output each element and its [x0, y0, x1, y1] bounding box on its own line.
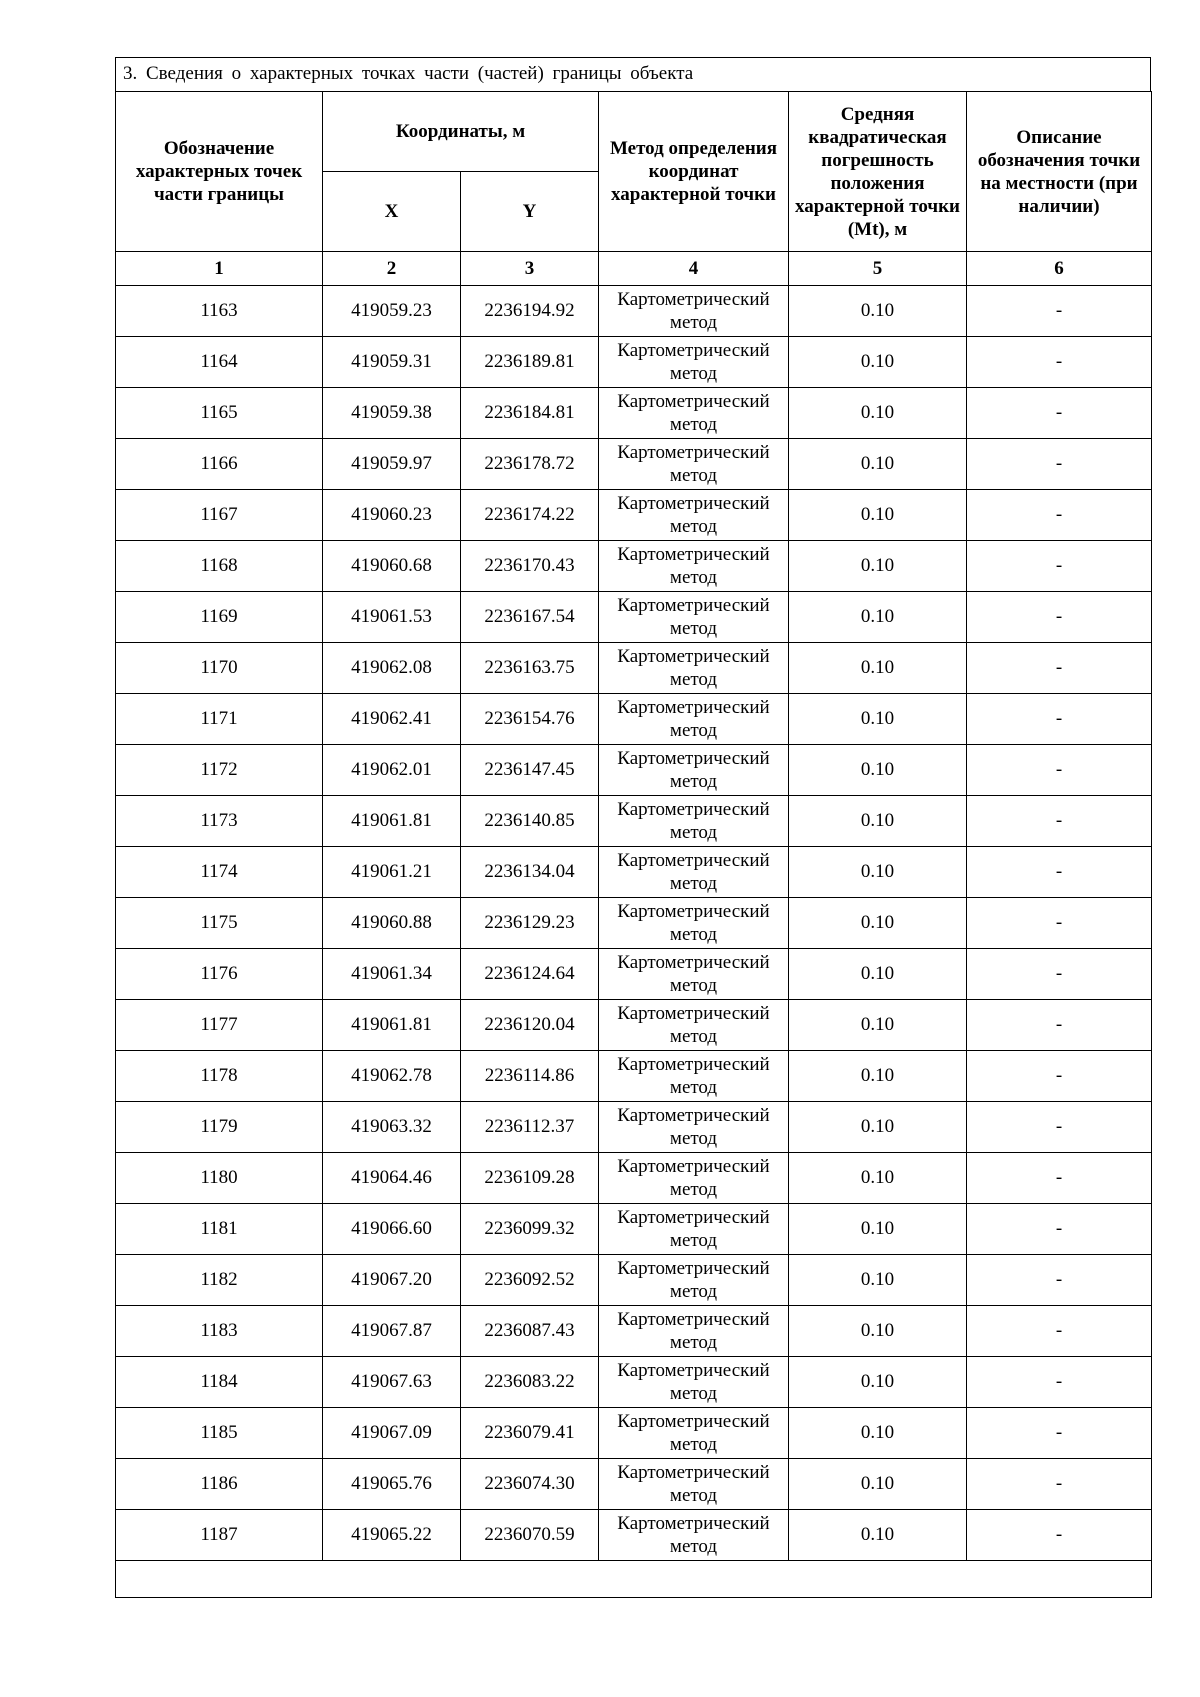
table-row	[116, 949, 1152, 1000]
method-cell: Картометрический метод	[599, 1051, 789, 1102]
x-coordinate-cell: 419061.21	[323, 847, 461, 898]
point-number-cell: 1177	[116, 1000, 323, 1051]
error-cell: 0.10	[789, 1051, 967, 1102]
table-row	[116, 745, 1152, 796]
point-number-cell: 1185	[116, 1408, 323, 1459]
y-coordinate-cell: 2236099.32	[461, 1204, 599, 1255]
table-row	[116, 592, 1152, 643]
description-cell: -	[967, 847, 1152, 898]
x-coordinate-cell: 419067.09	[323, 1408, 461, 1459]
boundary-points-table	[115, 91, 1152, 1598]
point-number-cell: 1180	[116, 1153, 323, 1204]
header-x: X	[323, 172, 461, 252]
y-coordinate-cell: 2236124.64	[461, 949, 599, 1000]
table-row	[116, 694, 1152, 745]
table-row	[116, 439, 1152, 490]
description-cell: -	[967, 1255, 1152, 1306]
column-number: 5	[789, 252, 967, 286]
method-cell: Картометрический метод	[599, 1102, 789, 1153]
column-number-row	[116, 252, 1152, 286]
column-number: 6	[967, 252, 1152, 286]
table-row	[116, 898, 1152, 949]
y-coordinate-cell: 2236083.22	[461, 1357, 599, 1408]
header-row-top	[116, 92, 1152, 172]
x-coordinate-cell: 419059.97	[323, 439, 461, 490]
description-cell: -	[967, 1204, 1152, 1255]
empty-row	[116, 1561, 1152, 1598]
y-coordinate-cell: 2236092.52	[461, 1255, 599, 1306]
point-number-cell: 1178	[116, 1051, 323, 1102]
point-number-cell: 1163	[116, 286, 323, 337]
x-coordinate-cell: 419067.87	[323, 1306, 461, 1357]
header-coordinates: Координаты, м	[323, 92, 599, 172]
table-row	[116, 1000, 1152, 1051]
point-number-cell: 1179	[116, 1102, 323, 1153]
method-cell: Картометрический метод	[599, 1408, 789, 1459]
point-number-cell: 1168	[116, 541, 323, 592]
description-cell: -	[967, 1102, 1152, 1153]
method-cell: Картометрический метод	[599, 1153, 789, 1204]
x-coordinate-cell: 419059.31	[323, 337, 461, 388]
method-cell: Картометрический метод	[599, 592, 789, 643]
description-cell: -	[967, 1153, 1152, 1204]
error-cell: 0.10	[789, 337, 967, 388]
x-coordinate-cell: 419060.68	[323, 541, 461, 592]
method-cell: Картометрический метод	[599, 949, 789, 1000]
x-coordinate-cell: 419062.78	[323, 1051, 461, 1102]
point-number-cell: 1171	[116, 694, 323, 745]
error-cell: 0.10	[789, 541, 967, 592]
table-body	[116, 286, 1152, 1561]
table-row	[116, 643, 1152, 694]
y-coordinate-cell: 2236109.28	[461, 1153, 599, 1204]
method-cell: Картометрический метод	[599, 541, 789, 592]
description-cell: -	[967, 1357, 1152, 1408]
x-coordinate-cell: 419063.32	[323, 1102, 461, 1153]
table-row	[116, 286, 1152, 337]
method-cell: Картометрический метод	[599, 796, 789, 847]
error-cell: 0.10	[789, 1459, 967, 1510]
y-coordinate-cell: 2236147.45	[461, 745, 599, 796]
point-number-cell: 1182	[116, 1255, 323, 1306]
point-number-cell: 1166	[116, 439, 323, 490]
table-row	[116, 1408, 1152, 1459]
x-coordinate-cell: 419061.81	[323, 796, 461, 847]
description-cell: -	[967, 1051, 1152, 1102]
column-number: 3	[461, 252, 599, 286]
point-number-cell: 1165	[116, 388, 323, 439]
method-cell: Картометрический метод	[599, 439, 789, 490]
y-coordinate-cell: 2236154.76	[461, 694, 599, 745]
x-coordinate-cell: 419060.23	[323, 490, 461, 541]
description-cell: -	[967, 337, 1152, 388]
method-cell: Картометрический метод	[599, 643, 789, 694]
column-number: 4	[599, 252, 789, 286]
description-cell: -	[967, 388, 1152, 439]
y-coordinate-cell: 2236112.37	[461, 1102, 599, 1153]
y-coordinate-cell: 2236114.86	[461, 1051, 599, 1102]
point-number-cell: 1173	[116, 796, 323, 847]
description-cell: -	[967, 1000, 1152, 1051]
error-cell: 0.10	[789, 1357, 967, 1408]
header-y: Y	[461, 172, 599, 252]
x-coordinate-cell: 419065.22	[323, 1510, 461, 1561]
point-number-cell: 1170	[116, 643, 323, 694]
error-cell: 0.10	[789, 949, 967, 1000]
x-coordinate-cell: 419066.60	[323, 1204, 461, 1255]
description-cell: -	[967, 286, 1152, 337]
table-row	[116, 1510, 1152, 1561]
point-number-cell: 1186	[116, 1459, 323, 1510]
header-error: Средняя квадратическая погрешность положения характерной точки (Mt), м	[789, 92, 967, 252]
description-cell: -	[967, 1459, 1152, 1510]
description-cell: -	[967, 694, 1152, 745]
method-cell: Картометрический метод	[599, 1306, 789, 1357]
description-cell: -	[967, 898, 1152, 949]
point-number-cell: 1167	[116, 490, 323, 541]
point-number-cell: 1184	[116, 1357, 323, 1408]
table-row	[116, 1357, 1152, 1408]
method-cell: Картометрический метод	[599, 745, 789, 796]
y-coordinate-cell: 2236184.81	[461, 388, 599, 439]
description-cell: -	[967, 592, 1152, 643]
y-coordinate-cell: 2236167.54	[461, 592, 599, 643]
x-coordinate-cell: 419065.76	[323, 1459, 461, 1510]
table-row	[116, 796, 1152, 847]
method-cell: Картометрический метод	[599, 1255, 789, 1306]
error-cell: 0.10	[789, 592, 967, 643]
y-coordinate-cell: 2236189.81	[461, 337, 599, 388]
error-cell: 0.10	[789, 796, 967, 847]
method-cell: Картометрический метод	[599, 898, 789, 949]
error-cell: 0.10	[789, 1000, 967, 1051]
document-sheet	[115, 57, 1151, 1598]
y-coordinate-cell: 2236087.43	[461, 1306, 599, 1357]
x-coordinate-cell: 419059.23	[323, 286, 461, 337]
empty-cell	[116, 1561, 1152, 1598]
table-row	[116, 541, 1152, 592]
error-cell: 0.10	[789, 745, 967, 796]
point-number-cell: 1183	[116, 1306, 323, 1357]
y-coordinate-cell: 2236170.43	[461, 541, 599, 592]
description-cell: -	[967, 796, 1152, 847]
y-coordinate-cell: 2236129.23	[461, 898, 599, 949]
error-cell: 0.10	[789, 439, 967, 490]
method-cell: Картометрический метод	[599, 490, 789, 541]
description-cell: -	[967, 1306, 1152, 1357]
table-row	[116, 1153, 1152, 1204]
x-coordinate-cell: 419061.34	[323, 949, 461, 1000]
y-coordinate-cell: 2236163.75	[461, 643, 599, 694]
table-row	[116, 337, 1152, 388]
column-number: 1	[116, 252, 323, 286]
method-cell: Картометрический метод	[599, 337, 789, 388]
description-cell: -	[967, 643, 1152, 694]
x-coordinate-cell: 419062.08	[323, 643, 461, 694]
table-row	[116, 490, 1152, 541]
table-row	[116, 1204, 1152, 1255]
y-coordinate-cell: 2236120.04	[461, 1000, 599, 1051]
description-cell: -	[967, 541, 1152, 592]
method-cell: Картометрический метод	[599, 847, 789, 898]
error-cell: 0.10	[789, 490, 967, 541]
y-coordinate-cell: 2236134.04	[461, 847, 599, 898]
method-cell: Картометрический метод	[599, 1510, 789, 1561]
error-cell: 0.10	[789, 1255, 967, 1306]
point-number-cell: 1175	[116, 898, 323, 949]
x-coordinate-cell: 419061.53	[323, 592, 461, 643]
point-number-cell: 1181	[116, 1204, 323, 1255]
header-method: Метод определения координат характерной точки	[599, 92, 789, 252]
method-cell: Картометрический метод	[599, 1204, 789, 1255]
table-row	[116, 388, 1152, 439]
error-cell: 0.10	[789, 694, 967, 745]
error-cell: 0.10	[789, 1408, 967, 1459]
column-number: 2	[323, 252, 461, 286]
error-cell: 0.10	[789, 1204, 967, 1255]
method-cell: Картометрический метод	[599, 286, 789, 337]
y-coordinate-cell: 2236174.22	[461, 490, 599, 541]
y-coordinate-cell: 2236178.72	[461, 439, 599, 490]
section-title: 3. Сведения о характерных точках части (частей) границы объекта	[115, 57, 1151, 91]
error-cell: 0.10	[789, 847, 967, 898]
table-row	[116, 1102, 1152, 1153]
point-number-cell: 1187	[116, 1510, 323, 1561]
method-cell: Картометрический метод	[599, 1000, 789, 1051]
table-row	[116, 1306, 1152, 1357]
error-cell: 0.10	[789, 388, 967, 439]
header-description: Описание обозначения точки на местности (при наличии)	[967, 92, 1152, 252]
x-coordinate-cell: 419060.88	[323, 898, 461, 949]
y-coordinate-cell: 2236079.41	[461, 1408, 599, 1459]
table-row	[116, 1255, 1152, 1306]
method-cell: Картометрический метод	[599, 694, 789, 745]
error-cell: 0.10	[789, 643, 967, 694]
point-number-cell: 1164	[116, 337, 323, 388]
x-coordinate-cell: 419062.01	[323, 745, 461, 796]
error-cell: 0.10	[789, 1102, 967, 1153]
y-coordinate-cell: 2236140.85	[461, 796, 599, 847]
point-number-cell: 1169	[116, 592, 323, 643]
description-cell: -	[967, 1408, 1152, 1459]
table-row	[116, 1459, 1152, 1510]
point-number-cell: 1172	[116, 745, 323, 796]
x-coordinate-cell: 419067.63	[323, 1357, 461, 1408]
y-coordinate-cell: 2236070.59	[461, 1510, 599, 1561]
error-cell: 0.10	[789, 1510, 967, 1561]
table-row	[116, 847, 1152, 898]
description-cell: -	[967, 745, 1152, 796]
x-coordinate-cell: 419059.38	[323, 388, 461, 439]
x-coordinate-cell: 419062.41	[323, 694, 461, 745]
x-coordinate-cell: 419067.20	[323, 1255, 461, 1306]
error-cell: 0.10	[789, 1306, 967, 1357]
point-number-cell: 1176	[116, 949, 323, 1000]
y-coordinate-cell: 2236194.92	[461, 286, 599, 337]
method-cell: Картометрический метод	[599, 1357, 789, 1408]
table-row	[116, 1051, 1152, 1102]
description-cell: -	[967, 1510, 1152, 1561]
method-cell: Картометрический метод	[599, 388, 789, 439]
method-cell: Картометрический метод	[599, 1459, 789, 1510]
error-cell: 0.10	[789, 1153, 967, 1204]
error-cell: 0.10	[789, 286, 967, 337]
description-cell: -	[967, 439, 1152, 490]
description-cell: -	[967, 949, 1152, 1000]
x-coordinate-cell: 419064.46	[323, 1153, 461, 1204]
point-number-cell: 1174	[116, 847, 323, 898]
y-coordinate-cell: 2236074.30	[461, 1459, 599, 1510]
error-cell: 0.10	[789, 898, 967, 949]
description-cell: -	[967, 490, 1152, 541]
x-coordinate-cell: 419061.81	[323, 1000, 461, 1051]
header-designation: Обозначение характерных точек части границы	[116, 92, 323, 252]
